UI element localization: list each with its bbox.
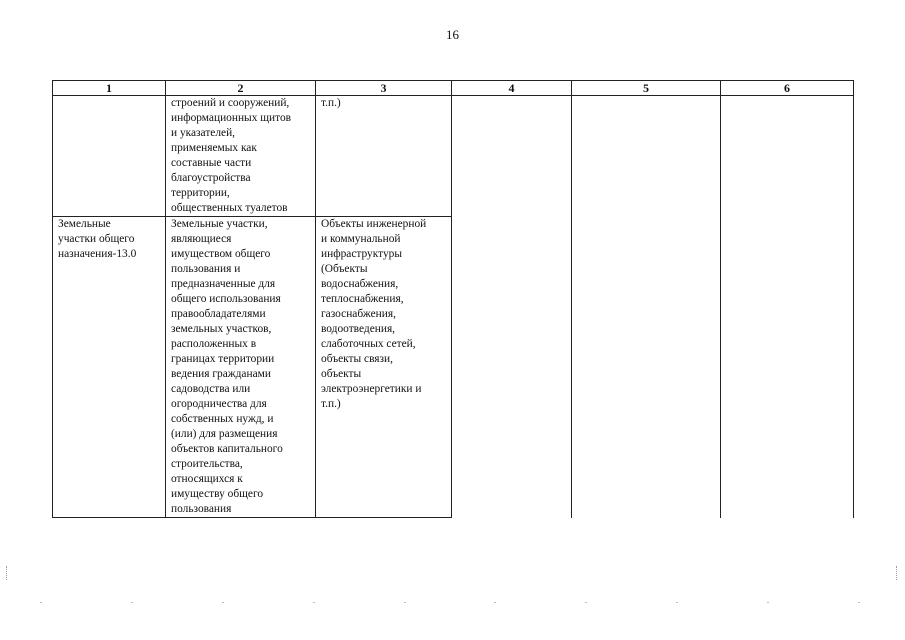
cell-continuation-col2 xyxy=(166,96,316,217)
text-line: инфраструктуры xyxy=(321,248,402,260)
text-line: общего использования xyxy=(171,293,281,305)
text-line: имуществом общего xyxy=(171,248,271,260)
text-line: слаботочных сетей, xyxy=(321,338,416,350)
column-header-4: 4 xyxy=(452,81,572,96)
text-line: предназначенные для xyxy=(171,278,276,290)
text-line: (или) для размещения xyxy=(171,428,278,440)
table-row-continuation xyxy=(53,96,854,217)
table-header-row xyxy=(53,81,854,96)
text-line: земельных участков, xyxy=(171,323,272,335)
text-line: расположенных в xyxy=(171,338,257,350)
text-line: Объекты инженерной xyxy=(321,218,427,230)
text-line: пользования и xyxy=(171,263,241,275)
text-line: газоснабжения, xyxy=(321,308,396,320)
column-header-6: 6 xyxy=(721,81,854,96)
text-line: собственных нужд, и xyxy=(171,413,274,425)
cell-col6 xyxy=(721,96,854,518)
regulations-table xyxy=(52,80,854,518)
text-line: являющиеся xyxy=(171,233,232,245)
text-line: применяемых как xyxy=(171,142,257,154)
column-header-3: 3 xyxy=(316,81,452,96)
page-number: 16 xyxy=(446,27,459,42)
text-line: теплоснабжения, xyxy=(321,293,404,305)
cell-permitted-objects xyxy=(316,217,452,518)
text-line: садоводства или xyxy=(171,383,251,395)
cell-col4 xyxy=(452,96,572,518)
column-header-5: 5 xyxy=(572,81,721,96)
text-line: электроэнергетики и xyxy=(321,383,422,395)
text-line: т.п.) xyxy=(321,97,341,109)
text-line: территории, xyxy=(171,187,230,199)
text-line: т.п.) xyxy=(321,398,341,410)
text-line: границах территории xyxy=(171,353,275,365)
cell-continuation-col3 xyxy=(316,96,452,217)
text-line: относящихся к xyxy=(171,473,243,485)
text-line: общественных туалетов xyxy=(171,202,288,214)
text-line: водоотведения, xyxy=(321,323,396,335)
text-line: составные части xyxy=(171,157,252,169)
text-line: водоснабжения, xyxy=(321,278,399,290)
cell-col5 xyxy=(572,96,721,518)
text-line: имуществу общего xyxy=(171,488,264,500)
text-line: объекты связи, xyxy=(321,353,393,365)
text-line: назначения-13.0 xyxy=(58,248,137,260)
text-line: информационных щитов xyxy=(171,112,292,124)
column-header-2: 2 xyxy=(166,81,316,96)
text-line: Земельные участки, xyxy=(171,218,268,230)
text-line: объекты xyxy=(321,368,362,380)
cell-continuation-col1 xyxy=(53,96,166,217)
text-line: строительства, xyxy=(171,458,243,470)
text-line: правообладателями xyxy=(171,308,266,320)
text-line: объектов капитального xyxy=(171,443,283,455)
cell-land-type xyxy=(53,217,166,518)
text-line: (Объекты xyxy=(321,263,368,275)
scan-edge-mark-right xyxy=(896,566,899,580)
text-line: и коммунальной xyxy=(321,233,401,245)
text-line: огородничества для xyxy=(171,398,267,410)
text-line: пользования xyxy=(171,503,232,515)
cell-land-description xyxy=(166,217,316,518)
column-header-1: 1 xyxy=(53,81,166,96)
text-line: и указателей, xyxy=(171,127,236,139)
text-line: благоустройства xyxy=(171,172,251,184)
text-line: строений и сооружений, xyxy=(171,97,290,109)
scan-artifact-dots xyxy=(40,602,860,604)
text-line: Земельные xyxy=(58,218,111,230)
text-line: ведения гражданами xyxy=(171,368,271,380)
scan-edge-mark-left xyxy=(6,566,9,580)
text-line: участки общего xyxy=(58,233,135,245)
